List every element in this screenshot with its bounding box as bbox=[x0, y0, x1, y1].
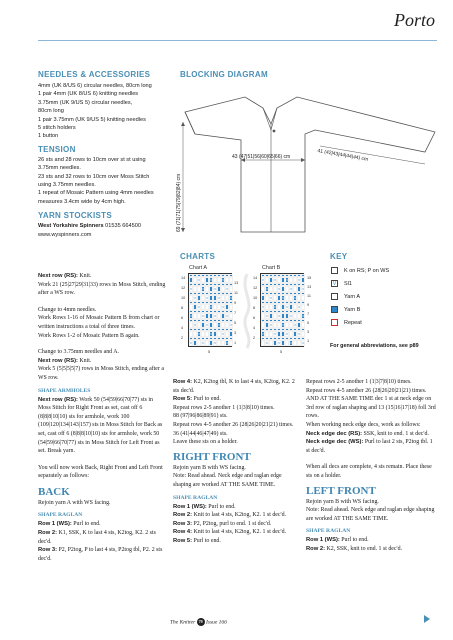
chart-cell: V bbox=[198, 332, 201, 336]
key-label-slip: Sl1 bbox=[344, 281, 352, 287]
row-text: Knit to last 4 sts, K2tog, K2. 1 st dec'd. bbox=[192, 529, 287, 536]
chart-cell: V bbox=[286, 278, 289, 282]
row-label: Row 1 (WS): bbox=[306, 537, 340, 544]
instruction-para bbox=[306, 430, 436, 439]
row-text: Purl to end. bbox=[192, 396, 221, 403]
shape-raglan-heading: SHAPE RAGLAN bbox=[38, 512, 83, 519]
materials-line: 80cm long bbox=[38, 108, 64, 115]
row-text: Knit. bbox=[77, 357, 92, 364]
stockist-name: West Yorkshire Spinners bbox=[38, 223, 104, 230]
instruction-para bbox=[173, 511, 298, 520]
chart-a-row-number: 14 bbox=[181, 276, 186, 280]
chart-cell: V bbox=[274, 305, 277, 309]
instructions-col-3 bbox=[306, 378, 436, 554]
shape-raglan-heading: SHAPE RAGLAN bbox=[306, 528, 351, 535]
instruction-para: Repeat rows 2-5 another 1 (1|3|7|8|10) times. bbox=[306, 379, 412, 385]
row-text: Purl to end. bbox=[206, 503, 236, 510]
chart-b-row-number: 12 bbox=[253, 286, 258, 290]
materials-line: 3.75mm (UK 9/US 5) circular needles, bbox=[38, 99, 133, 106]
instruction-para bbox=[306, 438, 436, 455]
chart-cell: V bbox=[210, 332, 213, 336]
chart-cell: V bbox=[290, 314, 293, 318]
instruction-para bbox=[173, 520, 298, 529]
chart-cell: V bbox=[190, 341, 193, 345]
tension-line: measures 3.4cm wide by 4cm high. bbox=[38, 198, 126, 205]
row-text: K2, SSK, knit to end. 1 st dec'd. bbox=[325, 545, 402, 552]
chart-cell: V bbox=[286, 332, 289, 336]
tension-heading: TENSION bbox=[38, 144, 76, 154]
tension-line: 1 repeat of Mosaic Pattern using 4mm needles bbox=[38, 190, 154, 197]
chart-cell: V bbox=[226, 287, 229, 291]
tension-line: 26 sts and 28 rows to 10cm over st st using bbox=[38, 156, 146, 163]
chart-cell: V bbox=[282, 296, 285, 300]
instruction-para bbox=[38, 529, 166, 546]
row-label: Row 2: bbox=[173, 512, 193, 519]
row-label: Row 5: bbox=[173, 396, 193, 403]
chart-cell: V bbox=[222, 332, 225, 336]
chart-cell: V bbox=[202, 314, 205, 318]
chart-b-row-number: 5 bbox=[307, 321, 310, 325]
chart-cell: V bbox=[302, 287, 305, 291]
chart-b-row-number: 15 bbox=[307, 276, 312, 280]
chart-a-row-number: 9 bbox=[234, 301, 237, 305]
instruction-para: Work Rows 1-2 of Mosaic Pattern B again. bbox=[38, 332, 140, 339]
instruction-para bbox=[173, 503, 298, 512]
instruction-para bbox=[38, 546, 166, 563]
chart-cell: V bbox=[302, 314, 305, 318]
instruction-para: Work 21 (25|27|29|31|33) rows in Moss Stitch, ending after a WS row. bbox=[38, 281, 166, 297]
instruction-para: Rejoin yarn B with WS facing. bbox=[173, 464, 246, 471]
instruction-para: Change to 4mm needles. bbox=[38, 306, 97, 313]
blocking-heading: BLOCKING DIAGRAM bbox=[180, 70, 268, 79]
chart-cell: V bbox=[206, 296, 209, 300]
chart-cell: V bbox=[198, 278, 201, 282]
tension-line: using 3.75mm needles. bbox=[38, 182, 96, 189]
chart-cell: V bbox=[202, 287, 205, 291]
instruction-para bbox=[38, 396, 166, 456]
back-heading: BACK bbox=[38, 485, 70, 498]
key-label-knit: K on RS; P on WS bbox=[344, 268, 390, 274]
chart-cell: V bbox=[194, 323, 197, 327]
chart-cell: V bbox=[298, 332, 301, 336]
row-label: Row 5: bbox=[173, 537, 193, 544]
issue-number: Issue 166 bbox=[205, 619, 227, 626]
chart-b-row-number: 1 bbox=[307, 339, 310, 343]
instruction-para: Repeat rows 4-5 another 26 (28|26|20|21|21) times. bbox=[173, 421, 294, 428]
chart-cell: V bbox=[230, 296, 233, 300]
instruction-para: Change to 3.75mm needles and A. bbox=[38, 349, 119, 356]
chart-b-row-number: 8 bbox=[253, 306, 256, 310]
chart-b-row-number: 6 bbox=[253, 316, 256, 320]
row-label: Next row (RS): bbox=[38, 396, 78, 403]
needles-heading: NEEDLES & ACCESSORIES bbox=[38, 70, 151, 79]
chart-b-col-number: 5 bbox=[280, 350, 283, 354]
chart-cell: V bbox=[302, 341, 305, 345]
stockists-heading: YARN STOCKISTS bbox=[38, 211, 112, 221]
chart-cell: V bbox=[190, 287, 193, 291]
chart-a-row-number: 2 bbox=[181, 336, 184, 340]
page-number: 79 bbox=[198, 619, 203, 624]
materials-section bbox=[38, 70, 178, 239]
charts-heading: CHARTS bbox=[180, 252, 216, 261]
chart-cell: V bbox=[222, 305, 225, 309]
instruction-para: When all decs are complete, 4 sts remain. Place these sts on a holder. bbox=[306, 464, 432, 479]
instruction-para bbox=[173, 528, 298, 537]
chart-cell: V bbox=[206, 323, 209, 327]
yarn-a-swatch bbox=[331, 293, 338, 300]
chart-a-row-number: 13 bbox=[234, 281, 239, 285]
chart-cell: V bbox=[214, 341, 217, 345]
chart-cell: V bbox=[218, 296, 221, 300]
row-text: Purl to end. bbox=[192, 537, 221, 544]
chart-a-row-number: 8 bbox=[181, 306, 184, 310]
row-text: Knit to last 4 sts, K2tog, K2. 1 st dec'd. bbox=[192, 512, 287, 519]
chart-cell: V bbox=[294, 323, 297, 327]
chart-b-row-number: 7 bbox=[307, 312, 310, 316]
chart-cell: V bbox=[298, 305, 301, 309]
row-text: SSK, knit to end. 1 st dec'd. bbox=[362, 430, 429, 437]
shape-armholes-heading: SHAPE ARMHOLES bbox=[38, 387, 91, 394]
chart-cell: V bbox=[278, 314, 281, 318]
instruction-para: 36 (41|44|46|47|49) sts. bbox=[173, 430, 228, 437]
chart-cell: V bbox=[266, 314, 269, 318]
chart-cell: V bbox=[210, 305, 213, 309]
row-label: Next row (RS): bbox=[38, 273, 78, 279]
chart-cell: V bbox=[294, 296, 297, 300]
row-label: Row 1 (WS): bbox=[38, 521, 72, 528]
row-text: Purl to last 2 sts, P2tog tbl. 1 st dec'd. bbox=[306, 439, 433, 454]
instruction-para: Note: Read ahead. Neck edge and raglan edge shaping are worked AT THE SAME TIME. bbox=[306, 507, 435, 522]
chart-cell: V bbox=[226, 314, 229, 318]
abbreviations-note: For general abbreviations, see p89 bbox=[330, 343, 419, 349]
chart-cell: V bbox=[290, 287, 293, 291]
chart-a-row-number: 5 bbox=[234, 321, 237, 325]
row-text: K2, K2tog tbl, K to last 4 sts, K2tog, K2. 2 sts dec'd. bbox=[173, 379, 295, 394]
decorative-swirl-icon bbox=[238, 270, 256, 350]
chart-a-row-number: 1 bbox=[234, 341, 237, 345]
chart-cell: V bbox=[202, 341, 205, 345]
yarn-b-swatch bbox=[331, 306, 338, 313]
key-heading: KEY bbox=[330, 252, 348, 261]
instruction-para: 88 (97|96|86|89|91) sts. bbox=[173, 413, 228, 420]
row-text: Knit. bbox=[77, 273, 92, 279]
row-label: Row 1 (WS): bbox=[173, 503, 207, 510]
chart-cell: V bbox=[230, 323, 233, 327]
instruction-para: Repeat rows 4-5 another 26 (28|26|20|21|21) times. bbox=[306, 387, 427, 394]
chart-cell: V bbox=[214, 287, 217, 291]
chart-cell: V bbox=[214, 314, 217, 318]
chart-cell: V bbox=[194, 296, 197, 300]
row-label: Row 2: bbox=[38, 530, 58, 537]
chart-a-label: Chart A bbox=[189, 265, 207, 271]
chart-a-row-number: 4 bbox=[181, 326, 184, 330]
key-label-repeat: Repeat bbox=[344, 320, 362, 326]
chart-cell: V bbox=[210, 278, 213, 282]
row-label: Neck edge dec (RS): bbox=[306, 430, 363, 437]
chart-cell: V bbox=[270, 296, 273, 300]
instruction-para: Rejoin yarn B with WS facing. bbox=[306, 498, 379, 505]
chart-cell: V bbox=[262, 332, 265, 336]
row-text: Work 50 (54|59|66|70|77) sts in Moss Stitch for Right Front as set, cast off 6 (8|8|8|10|10) sts for armhole, work 100 (109|120|134|143|157) sts in Moss Stitch for Back as set, cast off 6 (8|8|8|10|10) sts for armhole, work 50 (54|59|66|70|77) sts in Moss Stitch for Left Front as set. Break yarn. bbox=[38, 396, 163, 455]
chart-b-row-number: 14 bbox=[253, 276, 258, 280]
stockist-website: www.wyspinners.com bbox=[38, 231, 92, 238]
instruction-para bbox=[173, 378, 298, 395]
chart-cell: V bbox=[266, 341, 269, 345]
instruction-para bbox=[306, 545, 436, 554]
instruction-para bbox=[173, 537, 298, 546]
row-label: Row 4: bbox=[173, 529, 193, 536]
key-label-yarn-a: Yarn A bbox=[344, 294, 361, 300]
chart-cell: V bbox=[226, 341, 229, 345]
stockist-phone: 01535 664500 bbox=[103, 223, 141, 230]
row-label: Neck edge dec (WS): bbox=[306, 439, 364, 446]
chart-b-row-number: 4 bbox=[253, 326, 256, 330]
chart-cell: V bbox=[270, 323, 273, 327]
chart-a-row-number: 6 bbox=[181, 316, 184, 320]
instructions-col-2 bbox=[173, 378, 298, 546]
instruction-para bbox=[38, 357, 166, 366]
chart-a-row-number: 12 bbox=[181, 286, 186, 290]
chart-b-row-number: 10 bbox=[253, 296, 258, 300]
row-text: K1, SSK, K to last 4 sts, K2tog, K2. 2 sts dec'd. bbox=[38, 530, 156, 545]
chart-cell: V bbox=[266, 287, 269, 291]
chart-a-row-number: 7 bbox=[234, 311, 237, 315]
instruction-para bbox=[38, 520, 166, 529]
chart-a-row-number: 3 bbox=[234, 331, 237, 335]
chart-cell: V bbox=[274, 332, 277, 336]
chart-cell bbox=[229, 340, 233, 346]
tension-line: 23 sts and 32 rows to 10cm over Moss Stitch bbox=[38, 173, 150, 180]
pattern-title: Porto bbox=[393, 10, 435, 30]
row-text: P2, P2tog, P to last 4 sts, P2tog tbl, P2. 2 sts dec'd. bbox=[38, 547, 163, 562]
chart-cell: V bbox=[262, 305, 265, 309]
tension-line: 3.75mm needles. bbox=[38, 165, 81, 172]
chart-b-row-number: 2 bbox=[253, 336, 256, 340]
instruction-para: You will now work Back, Right Front and Left Front separately as follows: bbox=[38, 464, 163, 480]
magazine-name: The Knitter bbox=[170, 619, 196, 626]
row-label: Row 3: bbox=[173, 520, 193, 527]
instruction-para: When working neck edge decs, work as follows: bbox=[306, 421, 421, 428]
row-label: Row 3: bbox=[38, 547, 58, 554]
key-label-yarn-b: Yarn B bbox=[344, 307, 361, 313]
repeat-box-icon bbox=[331, 319, 338, 326]
materials-line: 1 pair 4mm (UK 8/US 6) knitting needles bbox=[38, 91, 139, 98]
slip-stitch-icon: V bbox=[332, 281, 337, 287]
row-label: Row 4: bbox=[173, 379, 193, 385]
stockist-line bbox=[38, 222, 178, 230]
instruction-para bbox=[306, 536, 436, 545]
header-divider bbox=[38, 40, 437, 41]
chart-cell: V bbox=[262, 278, 265, 282]
chart-a-row-number: 11 bbox=[234, 291, 238, 295]
chart-cell: V bbox=[222, 278, 225, 282]
row-text: Purl to end. bbox=[339, 537, 369, 544]
chart-cell: V bbox=[290, 341, 293, 345]
materials-line: 5 stitch holders bbox=[38, 125, 76, 132]
chart-a-col-number: 5 bbox=[208, 350, 211, 354]
chart-cell: V bbox=[298, 278, 301, 282]
instruction-para bbox=[38, 272, 166, 281]
instruction-para: Note: Read ahead. Neck edge and raglan edge shaping are worked AT THE SAME TIME. bbox=[173, 473, 282, 488]
instruction-para: Repeat rows 2-5 another 1 (1|3|8|10) times. bbox=[173, 404, 275, 411]
blocking-diagram bbox=[175, 82, 445, 242]
blocking-width-label: 43 (47|51|56|60|65|66) cm bbox=[232, 154, 291, 160]
chart-cell: V bbox=[274, 278, 277, 282]
blocking-length-label: 69 (71|71|75|79|82|84) cm bbox=[176, 173, 182, 232]
chart-b-grid bbox=[260, 273, 304, 347]
shape-raglan-heading: SHAPE RAGLAN bbox=[173, 494, 218, 501]
instruction-para: Work 5 (5|5|5|5|7) rows in Moss Stitch, ending after a WS row. bbox=[38, 366, 164, 381]
chart-b-row-number: 11 bbox=[307, 294, 311, 298]
blocking-sleeve-label: 41 (42|43|44|44|44) cm bbox=[316, 148, 369, 163]
instruction-para: AND AT THE SAME TIME dec 1 st at neck edge on 3rd row of raglan shaping and 13 (15|16|17|18) foll 3rd rows. bbox=[306, 396, 436, 420]
page-footer bbox=[170, 618, 227, 626]
materials-line: 4mm (UK 8/US 6) circular needles, 80cm long bbox=[38, 83, 152, 89]
chart-cell: V bbox=[218, 323, 221, 327]
chart-cell: V bbox=[190, 314, 193, 318]
row-label: Next row (RS): bbox=[38, 357, 78, 364]
chart-cell: V bbox=[282, 323, 285, 327]
knit-symbol-icon bbox=[331, 267, 338, 274]
chart-a-row-number: 10 bbox=[181, 296, 186, 300]
chart-cell: V bbox=[286, 305, 289, 309]
instruction-para: Leave these sts on a holder. bbox=[173, 439, 238, 446]
materials-line: 1 button bbox=[38, 133, 59, 140]
chart-cell: V bbox=[278, 287, 281, 291]
chart-a-grid bbox=[188, 273, 232, 347]
chart-b-label: Chart B bbox=[262, 265, 281, 271]
instructions-col-1 bbox=[38, 272, 166, 563]
left-front-heading: LEFT FRONT bbox=[306, 484, 376, 497]
chart-cell: V bbox=[198, 305, 201, 309]
materials-line: 1 pair 3.75mm (UK 9/US 5) knitting needles bbox=[38, 116, 146, 123]
chart-cell: V bbox=[278, 341, 281, 345]
next-page-arrow-icon[interactable] bbox=[424, 615, 430, 623]
instruction-para bbox=[173, 395, 298, 404]
chart-b-row-number: 3 bbox=[307, 330, 310, 334]
right-front-heading: RIGHT FRONT bbox=[173, 450, 251, 463]
chart-b-row-number: 13 bbox=[307, 285, 312, 289]
instruction-para: Rejoin yarn A with WS facing. bbox=[38, 499, 111, 506]
chart-b-row-number: 9 bbox=[307, 303, 310, 307]
instruction-para: Work Rows 1-16 of Mosaic Pattern B from chart or written instructions a total of three times. bbox=[38, 315, 160, 330]
row-text: Purl to end. bbox=[71, 521, 101, 528]
row-text: P2, P2tog, purl to end. 1 st dec'd. bbox=[192, 520, 272, 527]
row-label: Row 2: bbox=[306, 545, 326, 552]
